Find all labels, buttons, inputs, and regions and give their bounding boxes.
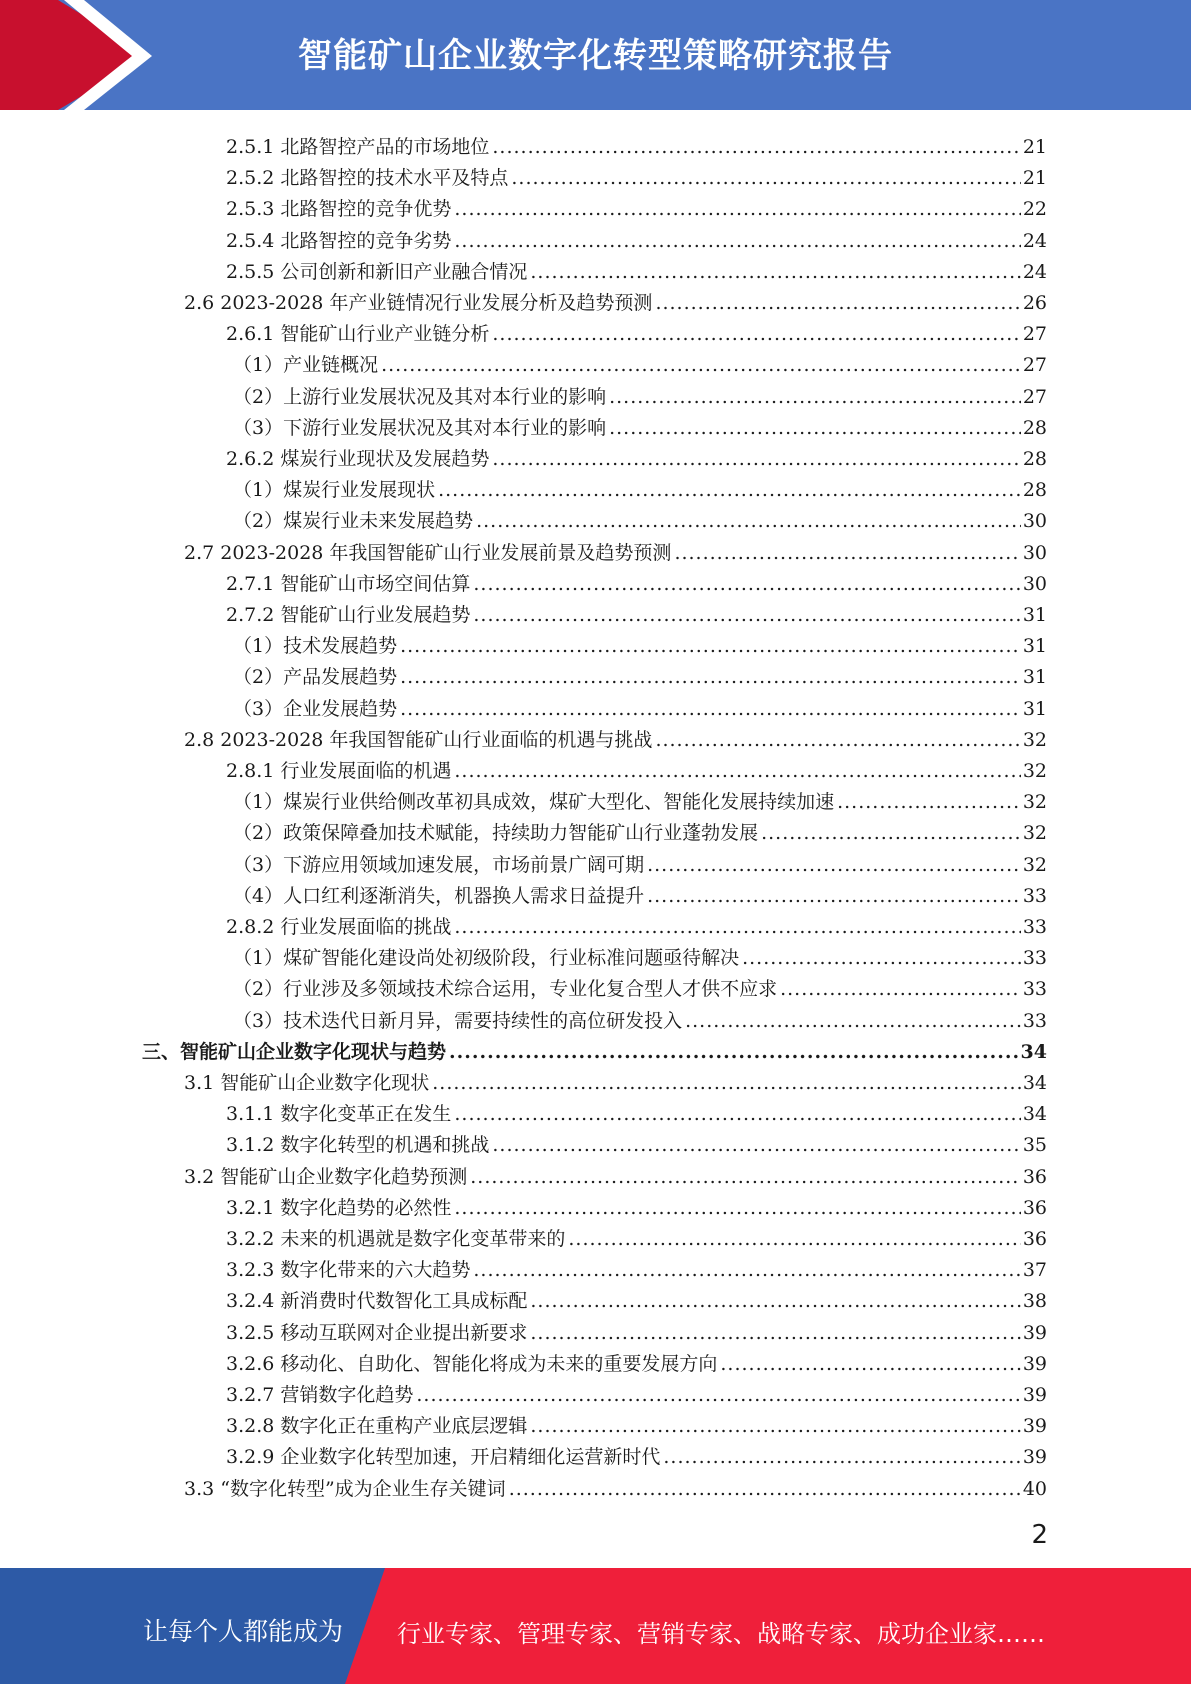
toc-entry-page: 31 (1022, 698, 1047, 720)
toc-entry-page: 39 (1022, 1384, 1047, 1406)
toc-leader-dots (470, 1166, 1021, 1188)
toc-entry-label: （1）煤矿智能化建设尚处初级阶段，行业标准问题亟待解决 (233, 947, 740, 969)
toc-entry-label: 3.2.8 数字化正在重构产业底层逻辑 (226, 1415, 528, 1437)
toc-entry-label: （1）煤炭行业供给侧改革初具成效，煤矿大型化、智能化发展持续加速 (233, 791, 835, 813)
toc-entry-label: 3.2.4 新消费时代数智化工具成标配 (226, 1290, 528, 1312)
toc-leader-dots (449, 1041, 1019, 1063)
toc-entry-label: 3.2.1 数字化趋势的必然性 (226, 1197, 452, 1219)
toc-entry-page: 36 (1022, 1166, 1047, 1188)
toc-leader-dots (837, 791, 1021, 813)
toc-leader-dots (685, 1010, 1021, 1032)
toc-entry-label: 3.1 智能矿山企业数字化现状 (184, 1072, 430, 1094)
toc-leader-dots (454, 760, 1020, 782)
toc-entry[interactable] (226, 1437, 1047, 1468)
toc-entry[interactable] (233, 470, 1047, 501)
toc-entry-label: 2.5.4 北路智控的竞争劣势 (226, 230, 452, 252)
toc-entry-label: （2）政策保障叠加技术赋能，持续助力智能矿山行业蓬勃发展 (233, 822, 759, 844)
toc-leader-dots (438, 479, 1021, 501)
toc-entry-page: 34 (1022, 1103, 1047, 1125)
toc-leader-dots (476, 510, 1021, 532)
toc-entry[interactable] (226, 564, 1047, 595)
toc-entry-page: 36 (1022, 1228, 1047, 1250)
page-footer (0, 1568, 1191, 1684)
toc-leader-dots (473, 573, 1020, 595)
toc-entry-page: 30 (1022, 510, 1047, 532)
toc-entry[interactable] (226, 1344, 1047, 1375)
toc-leader-dots (655, 292, 1020, 314)
toc-entry[interactable] (233, 345, 1047, 376)
toc-entry-label: （2）行业涉及多领域技术综合运用，专业化复合型人才供不应求 (233, 978, 778, 1000)
toc-leader-dots (720, 1353, 1020, 1375)
toc-entry[interactable] (184, 533, 1047, 564)
toc-entry[interactable] (226, 595, 1047, 626)
toc-leader-dots (454, 1103, 1020, 1125)
toc-entry[interactable] (233, 938, 1047, 969)
toc-entry[interactable] (226, 1406, 1047, 1437)
toc-entry-page: 39 (1022, 1322, 1047, 1344)
toc-entry-page: 34 (1022, 1072, 1047, 1094)
toc-leader-dots (780, 978, 1021, 1000)
toc-entry[interactable] (233, 1001, 1047, 1032)
toc-entry-label: 3.2 智能矿山企业数字化趋势预测 (184, 1166, 468, 1188)
toc-entry-label: 3.2.7 营销数字化趋势 (226, 1384, 414, 1406)
toc-entry-label: （3）企业发展趋势 (233, 698, 398, 720)
toc-entry-label: 3.2.2 未来的机遇就是数字化变革带来的 (226, 1228, 566, 1250)
toc-entry-page: 21 (1022, 167, 1047, 189)
toc-leader-dots (400, 635, 1021, 657)
toc-entry[interactable] (226, 1094, 1047, 1125)
toc-entry-page: 33 (1022, 978, 1047, 1000)
toc-entry[interactable] (226, 751, 1047, 782)
toc-leader-dots (454, 198, 1020, 220)
toc-entry-page: 28 (1022, 448, 1047, 470)
toc-leader-dots (530, 1290, 1020, 1312)
toc-entry[interactable] (226, 1281, 1047, 1312)
toc-entry[interactable] (233, 782, 1047, 813)
footer-slogan: 让每个人都能成为 (143, 1617, 344, 1646)
toc-entry[interactable] (233, 876, 1047, 907)
toc-entry-page: 34 (1020, 1041, 1047, 1063)
toc-entry-label: 2.8.1 行业发展面临的机遇 (226, 760, 452, 782)
toc-entry-page: 21 (1022, 136, 1047, 158)
toc-entry-page: 39 (1022, 1446, 1047, 1468)
toc-entry-page: 27 (1022, 386, 1047, 408)
toc-leader-dots (530, 1322, 1020, 1344)
toc-entry-label: （4）人口红利逐渐消失，机器换人需求日益提升 (233, 885, 645, 907)
toc-entry-page: 27 (1022, 354, 1047, 376)
toc-entry-label: （3）下游行业发展状况及其对本行业的影响 (233, 417, 607, 439)
toc-entry-label: 2.8.2 行业发展面临的挑战 (226, 916, 452, 938)
toc-entry-label: 2.6 2023-2028 年产业链情况行业发展分析及趋势预测 (184, 292, 653, 314)
toc-entry-label: 3.2.5 移动互联网对企业提出新要求 (226, 1322, 528, 1344)
toc-entry-page: 28 (1022, 417, 1047, 439)
toc-leader-dots (454, 1197, 1020, 1219)
toc-entry[interactable] (226, 189, 1047, 220)
toc-entry[interactable] (233, 657, 1047, 688)
toc-entry-label: （1）煤炭行业发展现状 (233, 479, 436, 501)
toc-entry-page: 37 (1022, 1259, 1047, 1281)
toc-entry-label: 3.2.9 企业数字化转型加速，开启精细化运营新时代 (226, 1446, 661, 1468)
toc-entry-label: 3.2.6 移动化、自助化、智能化将成为未来的重要发展方向 (226, 1353, 718, 1375)
toc-entry-page: 38 (1022, 1290, 1047, 1312)
toc-entry-label: （2）上游行业发展状况及其对本行业的影响 (233, 386, 607, 408)
toc-entry-page: 39 (1022, 1353, 1047, 1375)
toc-entry-label: 2.5.2 北路智控的技术水平及特点 (226, 167, 509, 189)
toc-leader-dots (416, 1384, 1020, 1406)
toc-leader-dots (530, 261, 1020, 283)
toc-leader-dots (530, 1415, 1020, 1437)
toc-leader-dots (609, 386, 1021, 408)
toc-entry[interactable] (233, 408, 1047, 439)
toc-entry[interactable] (233, 969, 1047, 1000)
toc-entry-page: 32 (1022, 791, 1047, 813)
toc-entry[interactable] (233, 845, 1047, 876)
toc-leader-dots (492, 1134, 1020, 1156)
toc-entry-page: 32 (1022, 822, 1047, 844)
toc-entry[interactable] (226, 1219, 1047, 1250)
toc-leader-dots (400, 666, 1021, 688)
toc-entry-page: 24 (1022, 261, 1047, 283)
toc-leader-dots (568, 1228, 1020, 1250)
toc-entry-page: 30 (1022, 542, 1047, 564)
toc-entry-label: （3）下游应用领域加速发展，市场前景广阔可期 (233, 854, 645, 876)
page-header (0, 0, 1191, 110)
toc-entry-page: 32 (1022, 760, 1047, 782)
toc-entry[interactable] (226, 127, 1047, 158)
toc-entry-page: 31 (1022, 666, 1047, 688)
toc-leader-dots (492, 323, 1020, 345)
toc-leader-dots (674, 542, 1020, 564)
toc-entry-label: 2.7.2 智能矿山行业发展趋势 (226, 604, 471, 626)
toc-entry-label: 3.3 “数字化转型”成为企业生存关键词 (184, 1478, 506, 1500)
toc-entry[interactable] (226, 1250, 1047, 1281)
toc-leader-dots (400, 698, 1021, 720)
toc-entry-page: 32 (1022, 729, 1047, 751)
toc-entry-label: 2.5.3 北路智控的竞争优势 (226, 198, 452, 220)
toc-leader-dots (647, 885, 1021, 907)
toc-entry-page: 33 (1022, 885, 1047, 907)
toc-entry[interactable] (226, 1125, 1047, 1156)
toc-leader-dots (454, 230, 1020, 252)
toc-entry-page: 22 (1022, 198, 1047, 220)
toc-leader-dots (609, 417, 1021, 439)
toc-leader-dots (473, 604, 1020, 626)
toc-entry-page: 33 (1022, 916, 1047, 938)
toc-entry-page: 26 (1022, 292, 1047, 314)
toc-leader-dots (492, 448, 1020, 470)
toc-leader-dots (742, 947, 1021, 969)
toc-entry-label: 3.1.1 数字化变革正在发生 (226, 1103, 452, 1125)
toc-entry-label: 2.7 2023-2028 年我国智能矿山行业发展前景及趋势预测 (184, 542, 672, 564)
toc-entry-label: 2.6.1 智能矿山行业产业链分析 (226, 323, 490, 345)
toc-entry-label: 2.5.1 北路智控产品的市场地位 (226, 136, 490, 158)
toc-entry-page: 33 (1022, 947, 1047, 969)
toc-leader-dots (454, 916, 1020, 938)
toc-entry-label: （1）技术发展趋势 (233, 635, 398, 657)
toc-leader-dots (761, 822, 1021, 844)
toc-entry[interactable] (184, 1063, 1047, 1094)
toc-entry[interactable] (226, 221, 1047, 252)
toc-entry-page: 31 (1022, 604, 1047, 626)
toc-entry[interactable] (233, 501, 1047, 532)
toc-entry-page: 40 (1022, 1478, 1047, 1500)
toc-entry-page: 24 (1022, 230, 1047, 252)
toc-entry-page: 32 (1022, 854, 1047, 876)
toc-entry[interactable] (233, 813, 1047, 844)
page-number: 2 (1031, 1520, 1048, 1550)
toc-entry[interactable] (226, 1313, 1047, 1344)
footer-expert-list: 行业专家、管理专家、营销专家、战略专家、成功企业家…… (397, 1620, 1045, 1648)
toc-entry-page: 33 (1022, 1010, 1047, 1032)
toc-entry[interactable] (226, 252, 1047, 283)
toc-entry-page: 31 (1022, 635, 1047, 657)
toc-entry[interactable] (226, 907, 1047, 938)
toc-leader-dots (647, 854, 1021, 876)
toc-entry-page: 28 (1022, 479, 1047, 501)
toc-leader-dots (509, 1478, 1021, 1500)
toc-entry[interactable] (226, 314, 1047, 345)
toc-entry[interactable] (233, 626, 1047, 657)
toc-entry[interactable] (233, 689, 1047, 720)
toc-entry[interactable] (184, 1469, 1047, 1500)
toc-entry-page: 39 (1022, 1415, 1047, 1437)
toc-entry-label: 2.8 2023-2028 年我国智能矿山行业面临的机遇与挑战 (184, 729, 653, 751)
toc-entry[interactable] (184, 1157, 1047, 1188)
toc-entry-label: （3）技术迭代日新月异，需要持续性的高位研发投入 (233, 1010, 683, 1032)
toc-entry-label: 2.7.1 智能矿山市场空间估算 (226, 573, 471, 595)
toc-entry[interactable] (142, 1032, 1047, 1063)
toc-entry[interactable] (184, 283, 1047, 314)
toc-entry-label: 三、智能矿山企业数字化现状与趋势 (142, 1041, 447, 1063)
toc-entry[interactable] (184, 720, 1047, 751)
toc-entry[interactable] (226, 1375, 1047, 1406)
toc-leader-dots (473, 1259, 1020, 1281)
toc-entry[interactable] (226, 439, 1047, 470)
toc-leader-dots (381, 354, 1021, 376)
toc-entry-page: 35 (1022, 1134, 1047, 1156)
toc-entry-page: 30 (1022, 573, 1047, 595)
toc-entry-label: （2）煤炭行业未来发展趋势 (233, 510, 474, 532)
toc-entry-page: 27 (1022, 323, 1047, 345)
toc-entry[interactable] (226, 158, 1047, 189)
toc-leader-dots (663, 1446, 1020, 1468)
toc-entry-label: 2.6.2 煤炭行业现状及发展趋势 (226, 448, 490, 470)
toc-entry-page: 36 (1022, 1197, 1047, 1219)
toc-entry[interactable] (233, 377, 1047, 408)
toc-leader-dots (655, 729, 1020, 751)
toc-entry[interactable] (226, 1188, 1047, 1219)
toc-leader-dots (511, 167, 1020, 189)
toc-entry-label: 3.1.2 数字化转型的机遇和挑战 (226, 1134, 490, 1156)
toc-leader-dots (432, 1072, 1021, 1094)
toc-entry-label: 2.5.5 公司创新和新旧产业融合情况 (226, 261, 528, 283)
document-title: 智能矿山企业数字化转型策略研究报告 (298, 36, 893, 76)
toc-leader-dots (492, 136, 1020, 158)
toc-entry-label: （2）产品发展趋势 (233, 666, 398, 688)
toc-entry-label: （1）产业链概况 (233, 354, 379, 376)
toc-entry-label: 3.2.3 数字化带来的六大趋势 (226, 1259, 471, 1281)
